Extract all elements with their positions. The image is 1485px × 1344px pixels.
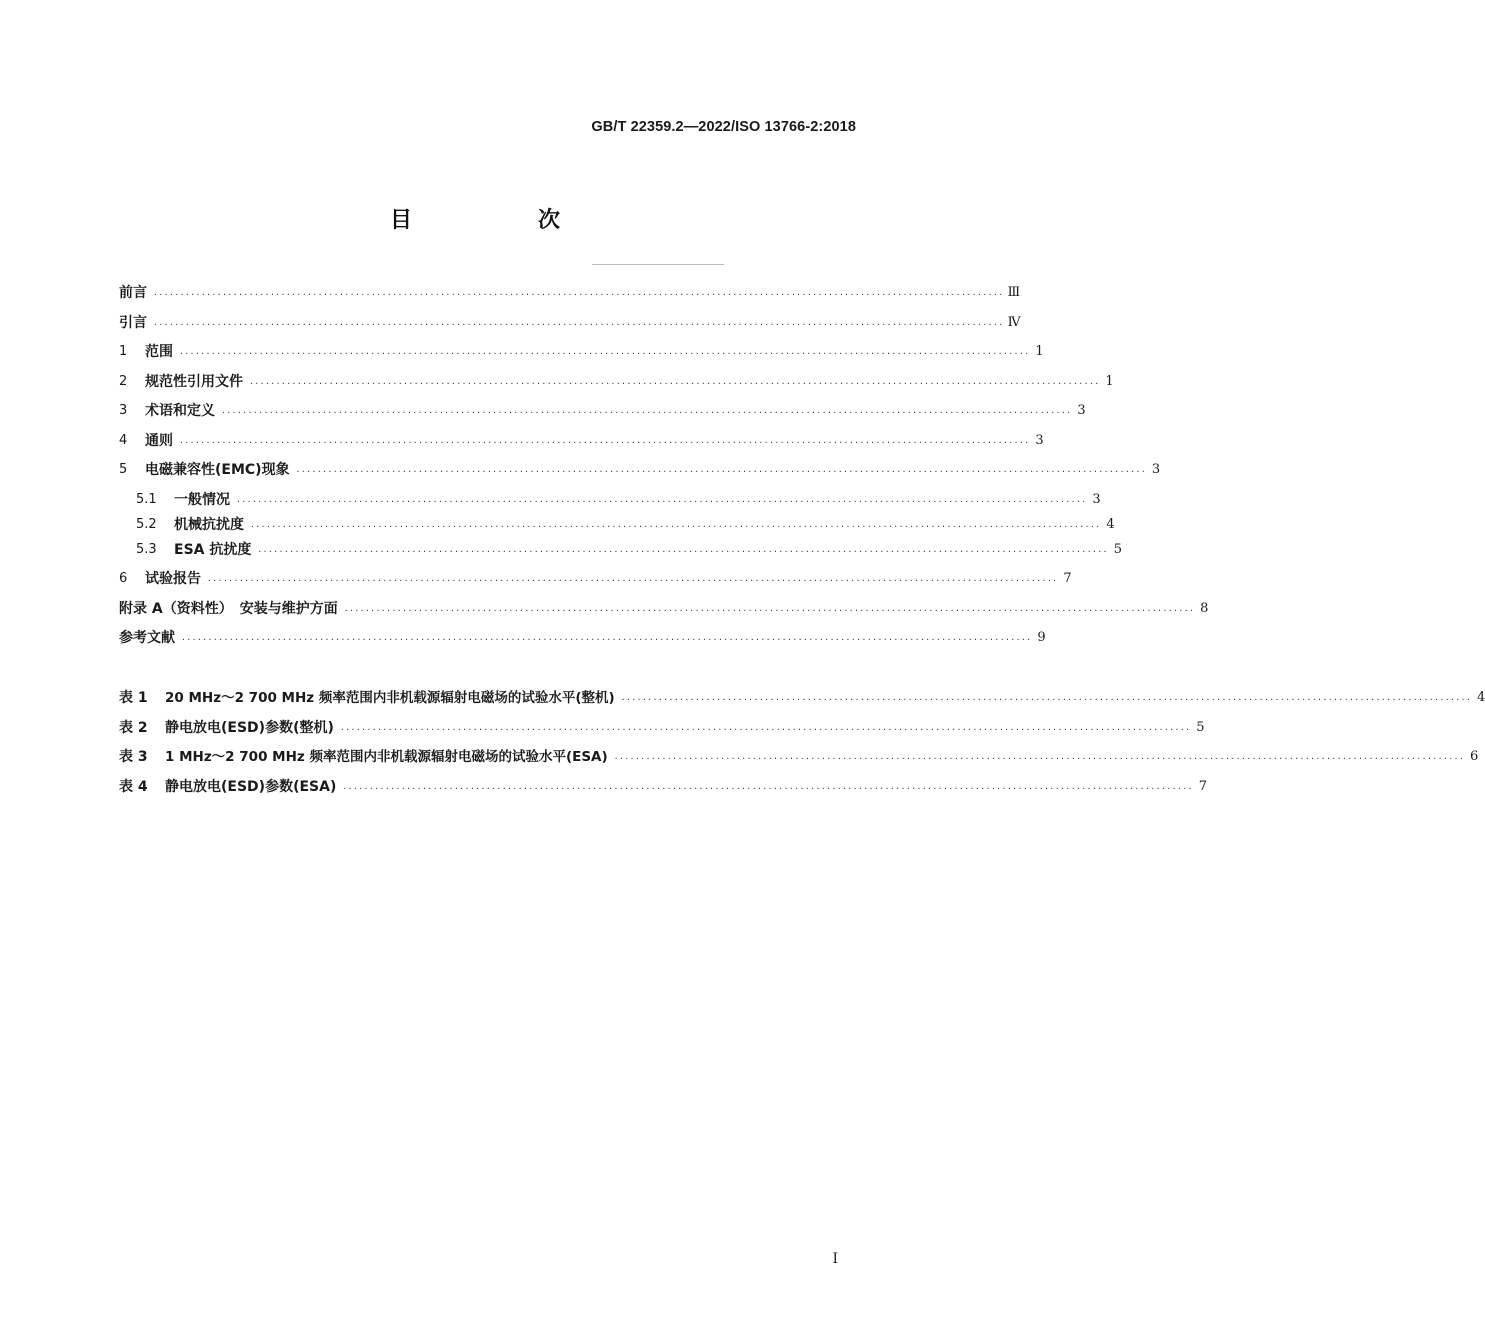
dot-leader: ································································································································································ [249,378,1100,388]
dot-leader: ································································································································································ [620,695,1472,704]
standard-number: GB/T 22359.2—2022/ISO 13766-2:2018 [591,119,856,135]
table-entry-number: 表 1 [119,690,148,706]
dot-leader: ································································································································································ [613,754,1465,763]
table-entry-number: 表 4 [119,778,148,795]
dot-leader: ································································································································································ [250,521,1101,531]
toc-entry-page: 3 [1035,432,1044,448]
dot-leader: ································································································································································ [339,724,1191,734]
toc-entry-label: 一般情况 [174,491,230,508]
toc-entry-label: 规范性引用文件 [145,373,243,390]
table-entry-label: 1 MHz～2 700 MHz 频率范围内非机载源辐射电磁场的试验水平(ESA) [165,749,608,765]
toc-entry[interactable] [119,401,1086,421]
toc-entry-page: 8 [1200,600,1209,616]
table-entry-label: 20 MHz～2 700 MHz 频率范围内非机载源辐射电磁场的试验水平(整机) [165,690,615,706]
toc-entry-label: 机械抗扰度 [174,516,244,533]
toc-entry-number: 5.3 [136,541,157,557]
toc-entry-page: 5 [1113,541,1122,557]
toc-entry-page: 1 [1035,344,1044,359]
toc-entry-number: 3 [119,403,128,418]
toc-entry-page: Ⅳ [1007,314,1021,330]
toc-entry-label: 通则 [145,432,173,449]
toc-entry[interactable] [119,431,1044,451]
toc-subentry[interactable] [119,540,1122,560]
table-entry-label: 静电放电(ESD)参数(ESA) [165,778,337,795]
table-entry-label: 静电放电(ESD)参数(整机) [165,719,334,736]
toc-entry-number: 4 [119,432,128,448]
toc-entry[interactable] [119,460,1161,480]
table-entry-number: 表 3 [119,749,148,765]
toc-entry-number: 5.2 [136,516,157,532]
toc-entry-label: 附录 A（资料性） 安装与维护方面 [119,600,338,617]
table-entry-page: 7 [1198,778,1207,794]
toc-entry-label: 范围 [145,344,173,360]
dot-leader: ································································································································································ [207,576,1058,585]
list-of-tables [119,688,1485,797]
toc-entry-number: 5.1 [136,491,157,507]
dot-leader: ································································································································································ [342,783,1193,793]
toc-entry-bibliography[interactable] [119,628,1046,648]
toc-subentry[interactable] [119,515,1115,535]
toc-entry-page: 3 [1151,462,1161,477]
dot-leader: ································································································································································ [343,605,1195,615]
table-of-contents [119,283,1209,648]
toc-entry[interactable] [119,342,1044,362]
table-entry[interactable] [119,718,1205,738]
toc-entry-label: 电磁兼容性(EMC)现象 [145,462,290,478]
toc-entry-page: 3 [1077,403,1086,418]
toc-entry[interactable] [119,372,1114,392]
toc-entry-annex[interactable] [119,599,1209,619]
dot-leader: ································································································································································ [153,319,1004,329]
table-entry-number: 表 2 [119,719,148,736]
toc-subentry[interactable] [119,490,1101,510]
dot-leader: ································································································································································ [181,635,1032,644]
dot-leader: ································································································································································ [153,290,1004,299]
table-entry[interactable] [119,688,1485,708]
toc-entry-number: 6 [119,571,128,586]
dot-leader: ································································································································································ [295,467,1147,476]
toc-entry-number: 2 [119,373,128,389]
dot-leader: ································································································································································ [179,349,1030,358]
toc-entry-page: 9 [1037,630,1046,645]
toc-entry-label: 参考文献 [119,630,175,646]
table-entry-page: 6 [1470,749,1479,764]
toc-entry-label: 术语和定义 [145,403,215,419]
dot-leader: ································································································································································ [257,546,1108,556]
toc-entry[interactable] [119,313,1021,333]
toc-entry-label: 试验报告 [145,571,201,587]
page-title: 目 次 [389,208,612,233]
toc-entry[interactable] [119,569,1072,589]
dot-leader: ································································································································································ [236,496,1087,506]
table-entry[interactable] [119,747,1479,767]
toc-entry-page: 1 [1105,373,1114,389]
toc-entry-label: ESA 抗扰度 [174,541,252,558]
toc-entry-page: 7 [1063,571,1072,586]
table-entry-page: 4 [1477,690,1485,705]
toc-entry-page: Ⅲ [1007,285,1021,300]
table-entry-page: 5 [1196,719,1205,735]
toc-entry-page: 3 [1092,491,1101,507]
table-entry[interactable] [119,777,1207,797]
toc-entry-page: 4 [1106,516,1115,532]
toc-entry-number: 5 [119,462,128,477]
dot-leader: ································································································································································ [221,408,1072,417]
toc-entry[interactable] [119,283,1021,303]
dot-leader: ································································································································································ [179,437,1030,447]
toc-entry-label: 引言 [119,314,147,331]
scan-artifact-line [592,264,724,265]
toc-entry-label: 前言 [119,285,147,301]
toc-entry-number: 1 [119,344,128,359]
page-number: I [832,1251,838,1267]
